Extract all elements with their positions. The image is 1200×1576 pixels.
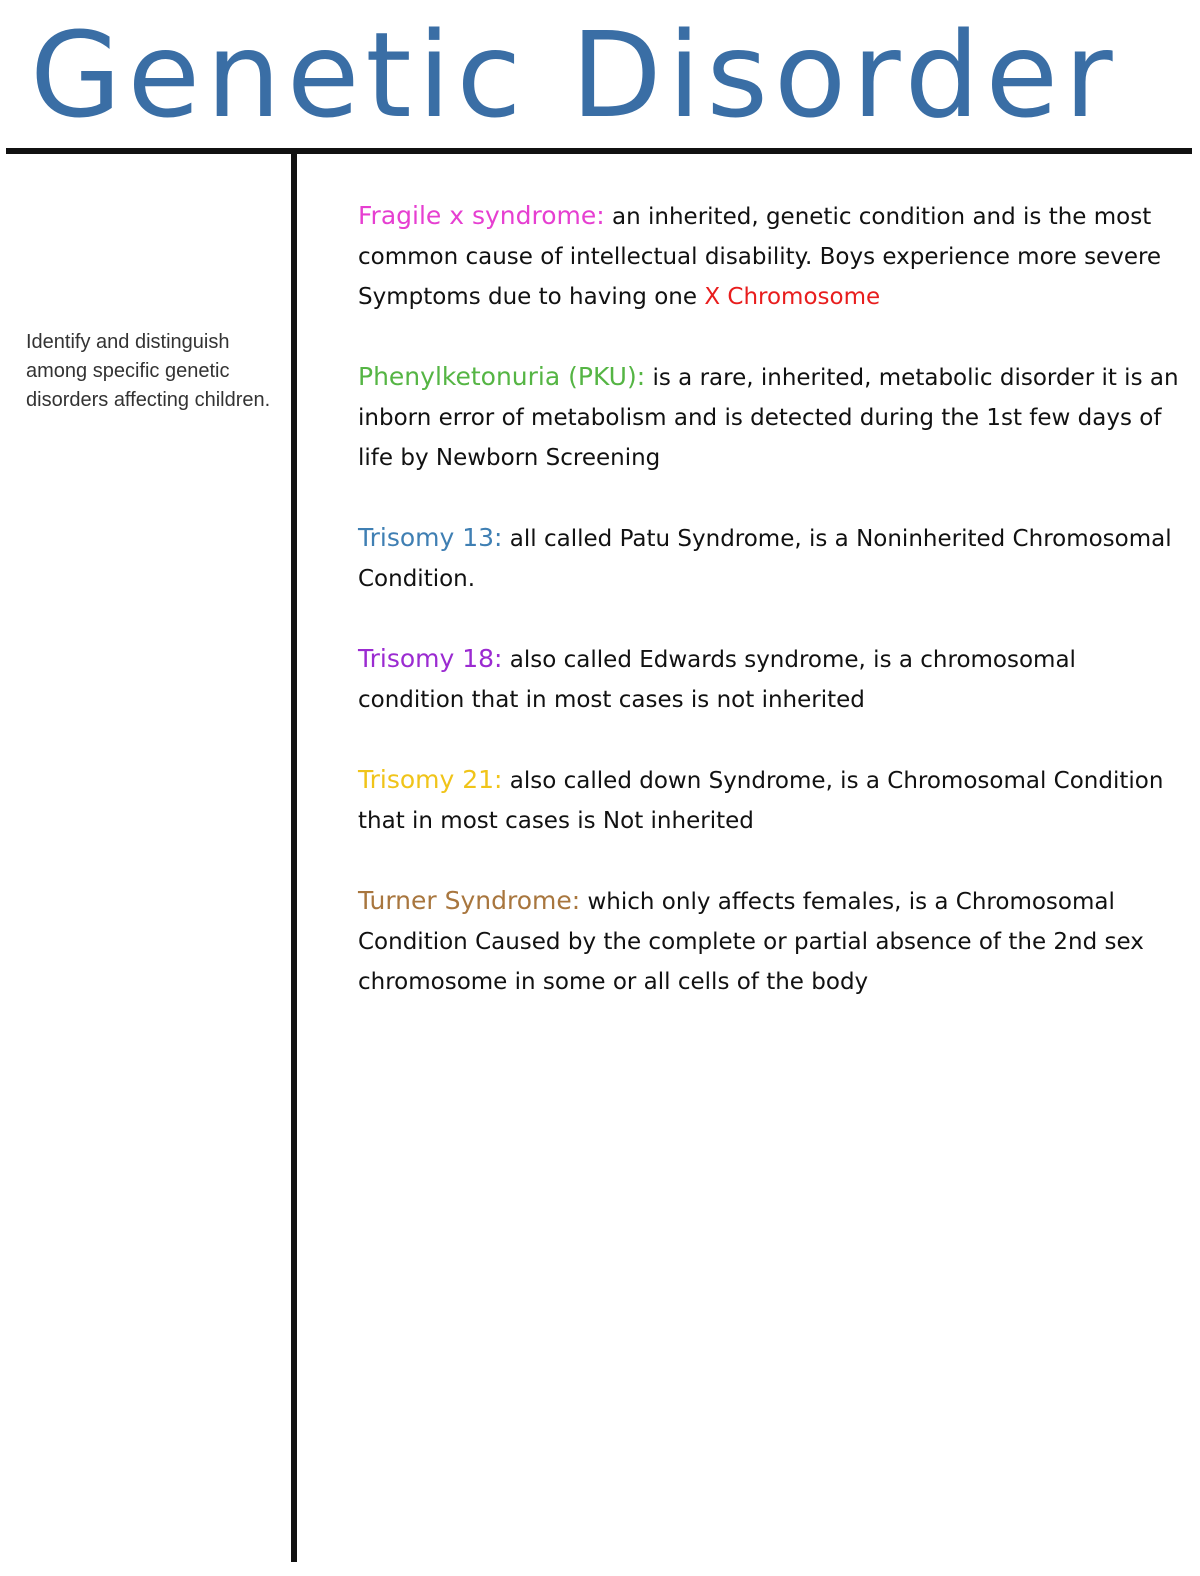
entry-term: Trisomy 18: [358,644,503,673]
page-title: Genetic Disorder [30,6,1119,144]
entry-text: which only affects females, is a Chromosomal Condition Caused by the complete or partial absence of the 2nd sex chromosome in some or all cells of the body [358,889,1144,995]
entry-trisomy-13 [358,518,1180,599]
horizontal-divider [6,148,1192,154]
sidebar-note: Identify and distinguish among specific genetic disorders affecting children. [26,331,271,411]
entry-highlight: X Chromosome [704,284,881,310]
entry-term: Trisomy 13: [358,523,503,552]
entry-text: is a rare, inherited, metabolic disorder it is an inborn error of metabolism and is detected during the 1st few days of life by Newborn Screening [358,365,1179,471]
vertical-divider [291,154,297,1562]
entry-text: an inherited, genetic condition and is the most common cause of intellectual disability. Boys experience more severe Symptoms due to having one [358,204,1162,310]
entry-term: Fragile x syndrome: [358,201,605,230]
entry-fragile-x [358,196,1180,317]
entry-term: Phenylketonuria (PKU): [358,362,646,391]
entry-text: also called down Syndrome, is a Chromosomal Condition that in most cases is Not inherited [358,768,1164,834]
entry-term: Trisomy 21: [358,765,503,794]
entry-term: Turner Syndrome: [358,886,581,915]
entry-trisomy-18 [358,639,1180,720]
entry-turner-syndrome [358,881,1180,1002]
entry-text: also called Edwards syndrome, is a chromosomal condition that in most cases is not inherited [358,647,1076,713]
entry-trisomy-21 [358,760,1180,841]
entry-pku [358,357,1180,478]
entry-text: all called Patu Syndrome, is a Noninherited Chromosomal Condition. [358,526,1172,592]
notes-column [358,196,1180,1042]
